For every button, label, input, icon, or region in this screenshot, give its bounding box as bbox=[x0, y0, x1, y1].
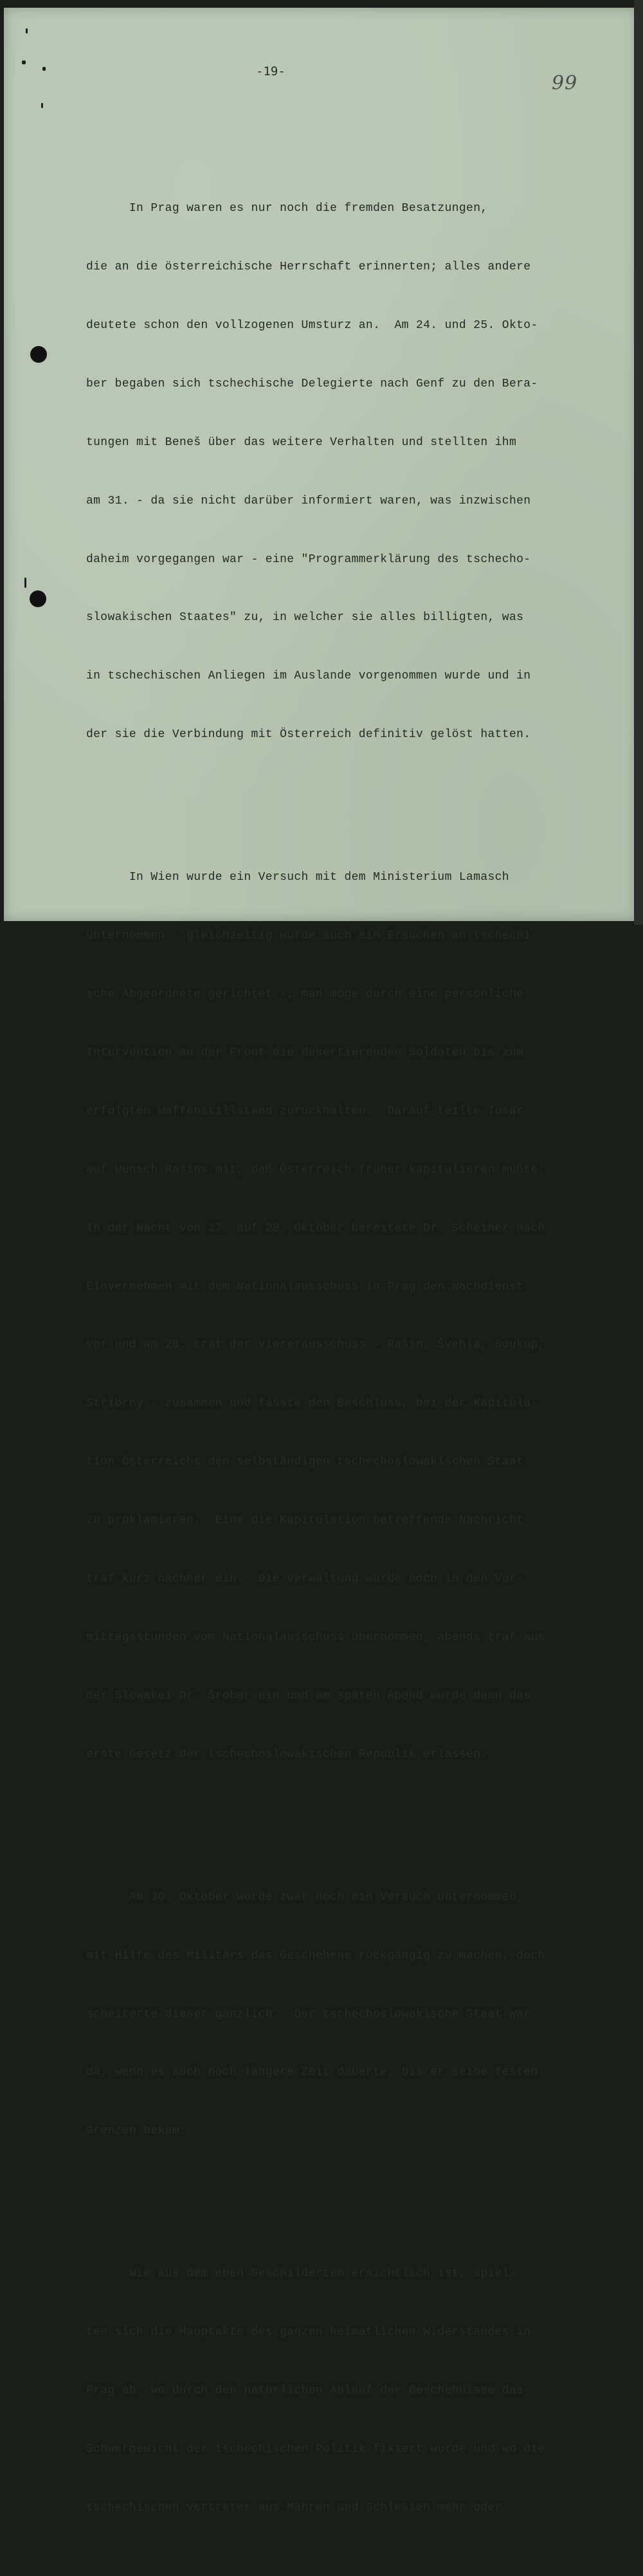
text-line: scheiterte dieser gänzlich. Der tschechoslowakische Staat war bbox=[86, 2007, 531, 2021]
text-line: Am 30. Oktober wurde zwar noch ein Versuch unternommen, bbox=[86, 1890, 524, 1904]
text-line: Schwergewicht der tschechischen Politik fixiert wurde und wo die bbox=[86, 2443, 545, 2456]
text-line: in tschechischen Anliegen im Auslande vorgenommen wurde und in bbox=[86, 670, 531, 683]
body-text bbox=[86, 121, 545, 2576]
text-line: auf Wunsch Rašíns mit, daß Österreich früher kapitulieren müßte. bbox=[86, 1163, 545, 1176]
text-line: deutete schon den vollzogenen Umsturz an. Am 24. und 25. Okto- bbox=[86, 318, 538, 332]
margin-mark bbox=[26, 28, 28, 33]
punch-hole-top bbox=[30, 346, 47, 363]
text-line: zu proklamieren. Eine die Kapitulation betreffende Nachricht bbox=[86, 1514, 524, 1528]
margin-mark bbox=[41, 103, 43, 108]
text-line: daheim vorgegangen war - eine "Programmerklärung des tschecho- bbox=[86, 553, 531, 566]
text-line: vor und am 28. trat der Viererausschuss - Rašín, Švehla, Soukup, bbox=[86, 1338, 545, 1352]
text-line: unternommen - gleichzeitig wurde auch ein Ersuchen an tschechi- bbox=[86, 929, 538, 943]
text-line: ten sich die Hauptakte des ganzen heimatlichen Widerstandes in bbox=[86, 2326, 531, 2339]
margin-mark bbox=[42, 67, 46, 71]
text-line: mit Hilfe des Militärs das Geschehene rückgängig zu machen, doch bbox=[86, 1949, 545, 1962]
page-number: -19- bbox=[256, 64, 285, 78]
text-line: tungen mit Beneš über das weitere Verhalten und stellten ihm bbox=[86, 435, 517, 449]
paragraph bbox=[86, 2225, 545, 2557]
text-line: Stříbrny - zusammen und fasste den Beschluss, bei der Kapitula- bbox=[86, 1397, 538, 1411]
archive-number: 99 bbox=[552, 72, 578, 95]
text-line: Wie aus dem eben Geschilderten ersichtlich ist, spiel- bbox=[86, 2267, 517, 2281]
text-line: tschechischen Vertreter aus Mähren und Schlesien mehr oder bbox=[86, 2501, 502, 2514]
text-line: Prag ab, wo durch den natürlichen Ablauf der Geschehnisse das bbox=[86, 2384, 524, 2398]
text-line: die an die österreichische Herrschaft erinnerten; alles andere bbox=[86, 260, 531, 274]
text-line: der Slowakei Dr. Šrobar ein und am späten Abend wurde dann das bbox=[86, 1689, 531, 1703]
paragraph bbox=[86, 829, 545, 1804]
text-line: da, wenn es auch noch längere Zeit dauerte, bis er seine festen bbox=[86, 2066, 538, 2079]
punch-hole-bottom bbox=[30, 590, 46, 607]
text-line: der sie die Verbindung mit Österreich definitiv gelöst hatten. bbox=[86, 728, 531, 742]
paragraph bbox=[86, 1849, 545, 2180]
text-line: erfolgten Waffenstillstand zurückhalten. Darauf teilte Tusar bbox=[86, 1104, 524, 1118]
text-line: erste Gesetz der tschechoslowakischen Republik erlassen. bbox=[86, 1748, 488, 1761]
text-line: Einvernehmen mit dem Nationalausschuss in Prag den Wachdienst bbox=[86, 1280, 524, 1293]
text-line: am 31. - da sie nicht darüber informiert waren, was inzwischen bbox=[86, 494, 531, 507]
text-line: traf kurz nachher ein. Die Verwaltung wurde noch in den Vor- bbox=[86, 1572, 524, 1585]
margin-mark bbox=[22, 60, 26, 64]
text-line: mittagsstunden vom Nationalausschuss übernommen, abends traf aus bbox=[86, 1631, 545, 1644]
scan-edge bbox=[634, 0, 643, 925]
text-line: In der Nacht von 27. auf 28. Oktober bereitete Dr. Scheiner nach bbox=[86, 1221, 545, 1235]
text-line: Grenzen bekam. bbox=[86, 2124, 187, 2138]
margin-mark bbox=[24, 578, 26, 588]
text-line: slowakischen Staates" zu, in welcher sie alles billigten, was bbox=[86, 611, 524, 625]
text-line: ber begaben sich tschechische Delegierte nach Genf zu den Bera- bbox=[86, 377, 538, 390]
text-line: Intervention an der Front die desertierenden Soldaten bis zum bbox=[86, 1046, 524, 1059]
text-line: In Wien wurde ein Versuch mit dem Ministerium Lamasch bbox=[86, 871, 509, 884]
paragraph bbox=[86, 160, 545, 784]
text-line: In Prag waren es nur noch die fremden Besatzungen, bbox=[86, 202, 488, 215]
text-line: sche Abgeordnete gerichtet -, man möge durch eine persönliche bbox=[86, 988, 524, 1001]
text-line: tion Österreichs den selbständigen tschechoslowakischen Staat bbox=[86, 1456, 524, 1469]
